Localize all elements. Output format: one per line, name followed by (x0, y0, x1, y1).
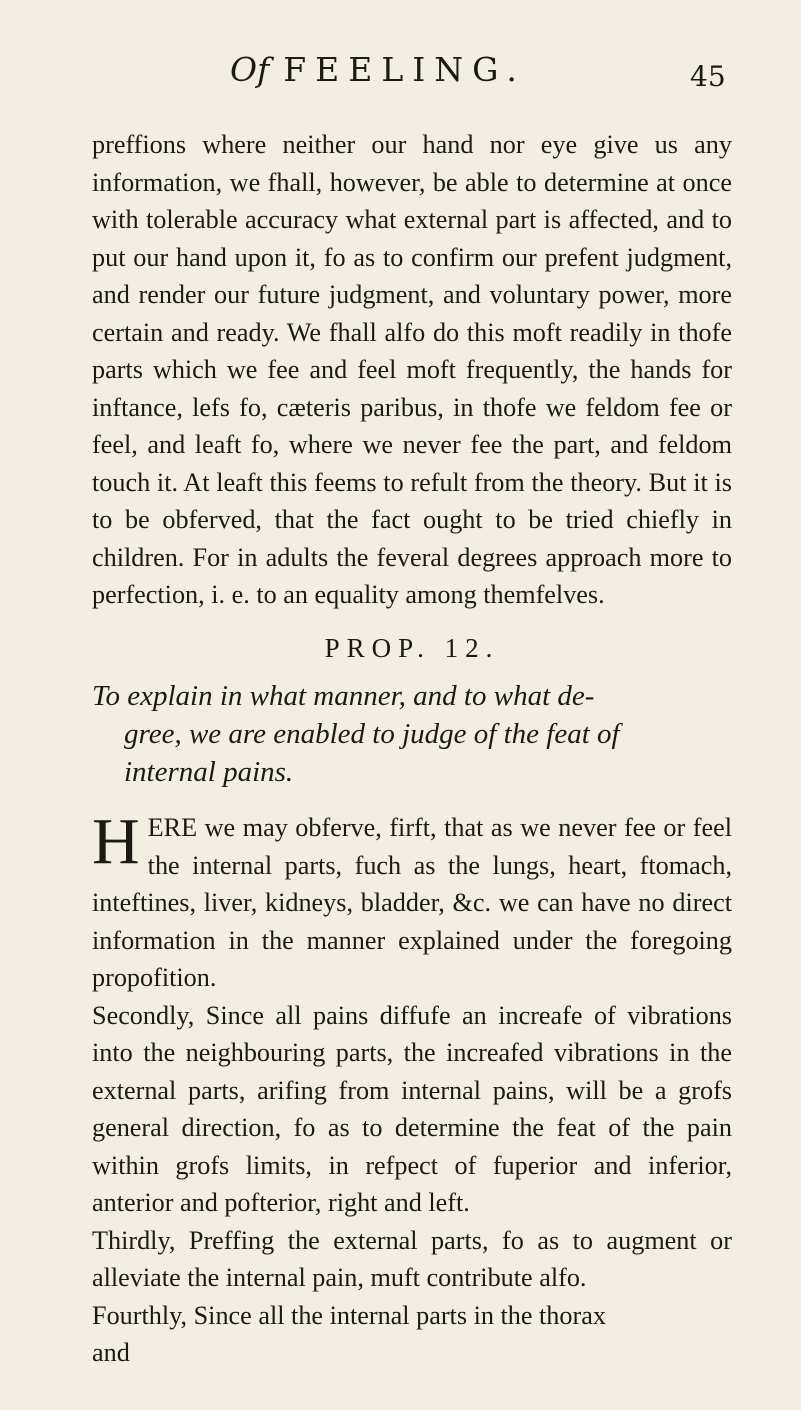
paragraph-first (92, 805, 732, 997)
chapter-title (230, 50, 526, 89)
proposition-title (92, 677, 732, 791)
proposition-title-line-1: To explain in what manner, and to what de- (92, 680, 595, 712)
proposition-heading: PROP. 12. (324, 632, 500, 663)
paragraph-fourthly: Fourthly, Since all the internal parts in the thorax (92, 1300, 606, 1330)
proposition-title-line-2: gree, we are enabled to judge of the feat of (124, 718, 620, 750)
proposition-title-line-3: internal pains. (124, 756, 294, 788)
head-of: Of (230, 50, 270, 89)
running-head (0, 50, 801, 100)
head-feeling: FEELING. (283, 50, 526, 89)
drop-capital: H (92, 805, 140, 878)
paragraph-secondly: Secondly, Since all pains diffufe an increafe of vibrations into the neighbouring parts, the increafed vibrations in the external parts, arifing from internal pains, will be a grofs general direction, fo as to determine the feat of the pain within grofs limits, in refpect of fuperior and inferior, anterior and pofterior, right and left. (92, 1000, 732, 1217)
paragraph-thirdly: Thirdly, Preffing the external parts, fo as to augment or alleviate the internal pain, muft contribute alfo. (92, 1225, 732, 1292)
paragraph-continued: preffions where neither our hand nor eye give us any information, we fhall, however, be able to determine at once with tolerable accuracy what external part is affected, and to put our hand upon it, fo as to confirm our prefent judgment, and render our future judgment, and voluntary power, more certain and ready. We fhall alfo do this moft readily in thofe parts which we fee and feel moft frequently, the hands for inftance, lefs fo, cæteris paribus, in thofe we feldom fee or feel, and leaft fo, where we never fee the part, and feldom touch it. At leaft this feems to refult from the theory. But it is to be obferved, that the fact ought to be tried chiefly in children. For in adults the feveral degrees approach more to perfection, i. e. to an equality among themfelves. (92, 130, 732, 609)
body-text (92, 126, 732, 1372)
page-number: 45 (690, 60, 726, 93)
paragraph-first-text: ERE we may obferve, firft, that as we never fee or feel the internal parts, fuch as the lungs, heart, ftomach, inteftines, liver, kidneys, bladder, &c. we can have no direct information in the manner explained under the foregoing propofition. (92, 813, 732, 992)
catchword: and (92, 1338, 130, 1367)
